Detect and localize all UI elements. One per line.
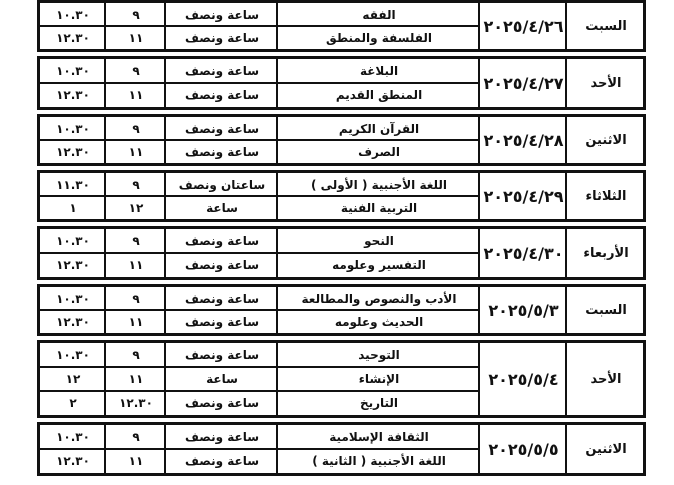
exam-date: ٢٠٢٥/٤/٢٦: [483, 16, 564, 36]
start-time: ١١: [128, 88, 144, 102]
day-group: [37, 226, 646, 280]
exam-day: السبت: [585, 302, 627, 318]
end-time: ١٢.٣٠: [56, 314, 90, 329]
column-divider: [565, 287, 567, 333]
end-time: ١٠.٣٠: [56, 64, 90, 78]
end-time: ١٠.٣٠: [56, 291, 90, 306]
exam-date: ٢٠٢٥/٥/٤: [488, 369, 559, 389]
start-time: ١١: [128, 372, 144, 386]
end-time: ١٠.٣٠: [56, 234, 90, 248]
start-time: ١١: [128, 30, 144, 45]
exam-day: الأحد: [590, 371, 622, 387]
exam-duration: ساعتان ونصف: [178, 177, 266, 192]
exam-duration: ساعة ونصف: [184, 430, 260, 444]
exam-day: الثلاثاء: [585, 188, 627, 204]
exam-duration: ساعة ونصف: [184, 258, 260, 272]
end-time: ١٠.٣٠: [56, 430, 90, 444]
exam-duration: ساعة ونصف: [184, 30, 260, 45]
day-group: [37, 170, 646, 222]
subject-name: النحو: [364, 234, 394, 248]
subject-name: التاريخ: [359, 396, 399, 410]
exam-duration: ساعة ونصف: [184, 144, 260, 159]
exam-day: الأربعاء: [583, 245, 629, 261]
column-divider: [478, 343, 480, 415]
subject-name: القرآن الكريم: [338, 121, 420, 136]
subject-name: الحديث وعلومه: [334, 314, 424, 329]
day-group: [37, 422, 646, 476]
start-time: ١١: [128, 258, 144, 272]
start-time: ٩: [132, 177, 140, 192]
column-divider: [478, 287, 480, 333]
exam-duration: ساعة ونصف: [184, 454, 260, 468]
end-time: ١٢.٣٠: [56, 30, 90, 45]
start-time: ٩: [132, 234, 140, 248]
exam-date: ٢٠٢٥/٤/٣٠: [483, 243, 564, 263]
subject-name: التوحيد: [358, 348, 400, 362]
exam-date: ٢٠٢٥/٥/٣: [488, 300, 559, 320]
exam-date: ٢٠٢٥/٥/٥: [488, 439, 559, 459]
exam-duration: ساعة ونصف: [184, 7, 260, 22]
subject-name: المنطق القديم: [335, 88, 423, 102]
subject-name: الفلسفة والمنطق: [326, 30, 432, 45]
start-time: ١٢.٣٠: [119, 396, 153, 410]
column-divider: [478, 59, 480, 107]
exam-duration: ساعة ونصف: [184, 88, 260, 102]
start-time: ١٢: [128, 200, 144, 215]
end-time: ١٢.٣٠: [56, 258, 90, 272]
end-time: ١٠.٣٠: [56, 121, 90, 136]
end-time: ١١.٣٠: [56, 177, 90, 192]
exam-duration: ساعة ونصف: [184, 314, 260, 329]
subject-name: الأدب والنصوص والمطالعة: [301, 291, 457, 306]
subject-name: الثقافة الإسلامية: [329, 430, 429, 444]
subject-name: الإنشاء: [358, 372, 400, 386]
start-time: ٩: [132, 64, 140, 78]
subject-name: اللغة الأجنبية ( الثانية ): [312, 454, 446, 468]
column-divider: [565, 3, 567, 49]
end-time: ١٢.٣٠: [56, 454, 90, 468]
column-divider: [478, 229, 480, 277]
end-time: ٢: [69, 396, 77, 410]
column-divider: [565, 425, 567, 473]
subject-name: اللغة الأجنبية ( الأولى ): [310, 177, 448, 192]
exam-duration: ساعة: [206, 200, 238, 215]
day-group: [37, 284, 646, 336]
column-divider: [565, 173, 567, 219]
day-group: [37, 114, 646, 166]
exam-day: الأحد: [590, 75, 622, 91]
exam-date: ٢٠٢٥/٤/٢٧: [483, 73, 564, 93]
column-divider: [478, 425, 480, 473]
subject-name: التفسير وعلومه: [332, 258, 426, 272]
day-group: [37, 0, 646, 52]
start-time: ١١: [128, 144, 144, 159]
exam-date: ٢٠٢٥/٤/٢٩: [483, 186, 564, 206]
column-divider: [478, 3, 480, 49]
column-divider: [565, 59, 567, 107]
start-time: ١١: [128, 314, 144, 329]
subject-name: الفقه: [362, 7, 396, 22]
day-group: [37, 56, 646, 110]
start-time: ٩: [132, 348, 140, 362]
end-time: ١٠.٣٠: [56, 7, 90, 22]
exam-duration: ساعة ونصف: [184, 121, 260, 136]
start-time: ١١: [128, 454, 144, 468]
subject-name: البلاغة: [359, 64, 399, 78]
column-divider: [478, 173, 480, 219]
end-time: ١٢: [65, 372, 81, 386]
column-divider: [565, 229, 567, 277]
column-divider: [478, 117, 480, 163]
exam-duration: ساعة ونصف: [184, 291, 260, 306]
end-time: ١٠.٣٠: [56, 348, 90, 362]
column-divider: [104, 343, 106, 415]
column-divider: [565, 343, 567, 415]
start-time: ٩: [132, 291, 140, 306]
subject-name: التربية الفنية: [340, 200, 418, 215]
exam-duration: ساعة ونصف: [184, 396, 260, 410]
exam-duration: ساعة ونصف: [184, 348, 260, 362]
exam-day: السبت: [585, 18, 627, 34]
column-divider: [164, 343, 166, 415]
start-time: ٩: [132, 121, 140, 136]
end-time: ١٢.٣٠: [56, 144, 90, 159]
subject-name: الصرف: [358, 144, 400, 159]
day-group: [37, 340, 646, 418]
exam-day: الاثنين: [585, 132, 627, 148]
column-divider: [565, 117, 567, 163]
start-time: ٩: [132, 7, 140, 22]
exam-duration: ساعة ونصف: [184, 64, 260, 78]
exam-duration: ساعة: [206, 372, 238, 386]
exam-duration: ساعة ونصف: [184, 234, 260, 248]
exam-day: الاثنين: [585, 441, 627, 457]
exam-date: ٢٠٢٥/٤/٢٨: [483, 130, 564, 150]
end-time: ١: [69, 200, 77, 215]
end-time: ١٢.٣٠: [56, 88, 90, 102]
start-time: ٩: [132, 430, 140, 444]
column-divider: [276, 343, 278, 415]
